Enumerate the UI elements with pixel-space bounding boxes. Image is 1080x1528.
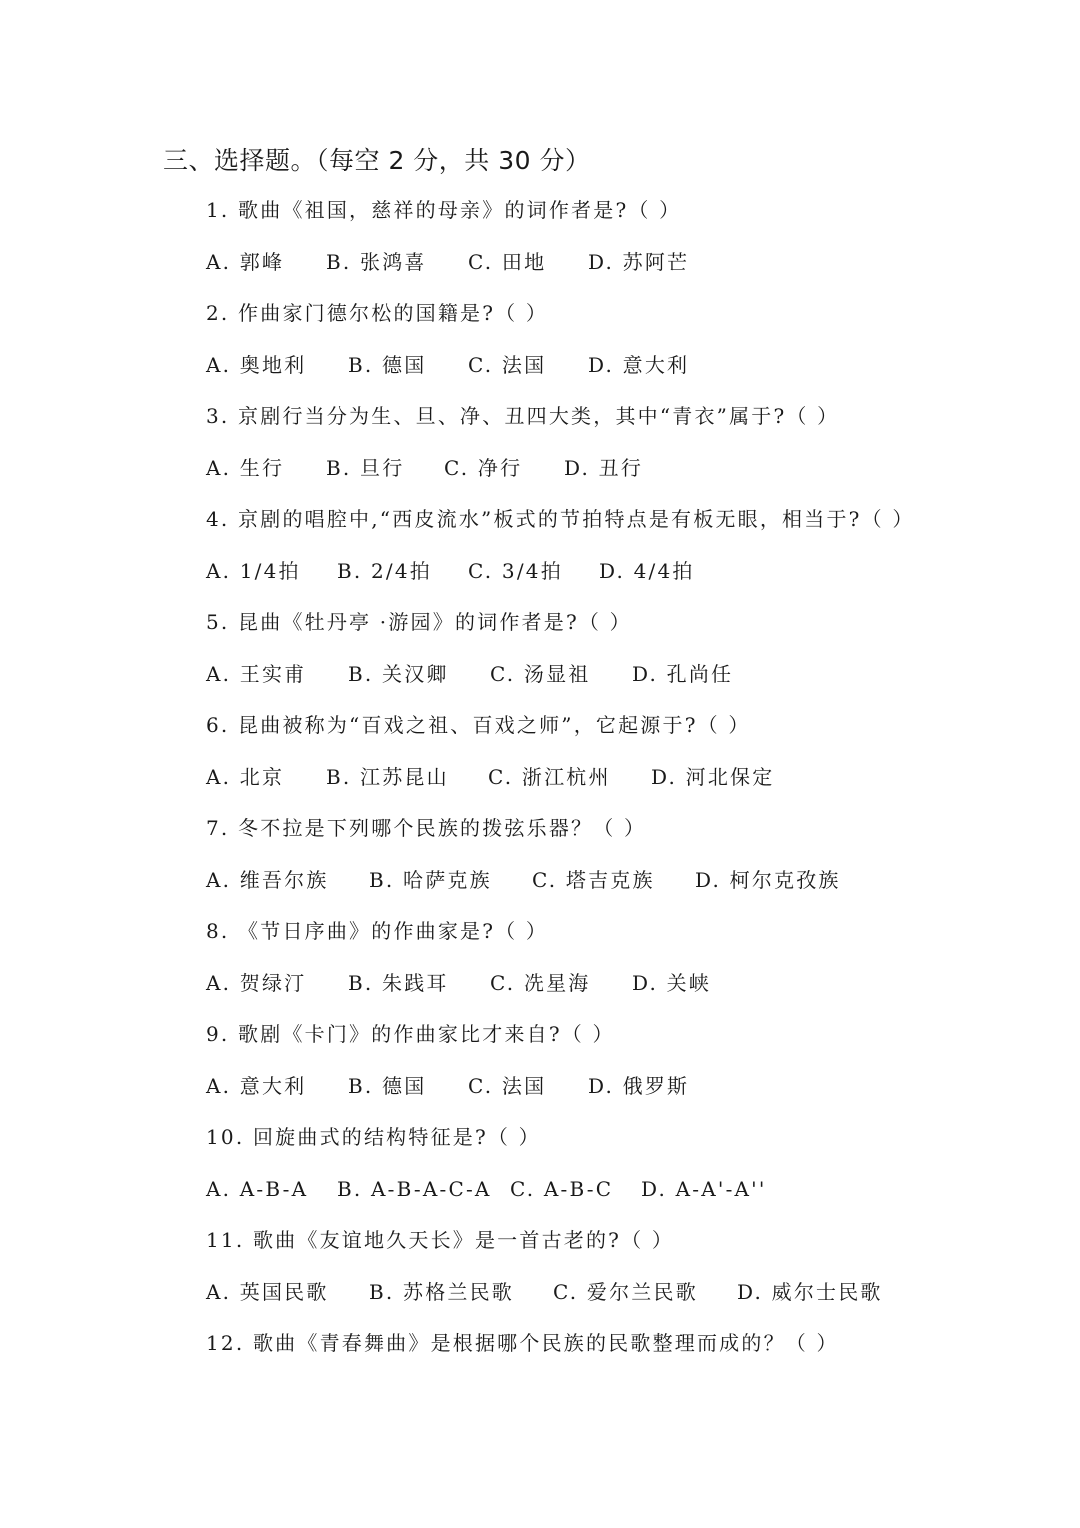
option-a: A. 奥地利 — [206, 353, 307, 377]
option-a: A. 英国民歌 — [206, 1280, 329, 1304]
question-1-stem: 1. 歌曲《祖国，慈祥的母亲》的词作者是?（ ） — [206, 198, 682, 222]
option-b: B. 关汉卿 — [348, 662, 449, 686]
option-c: C. 法国 — [468, 1074, 547, 1098]
option-b: B. 德国 — [348, 353, 427, 377]
option-a: A. 维吾尔族 — [206, 868, 329, 892]
question-6-stem: 6. 昆曲被称为“百戏之祖、百戏之师”，它起源于?（ ） — [206, 713, 751, 737]
question-2-options — [206, 351, 689, 379]
question-3-stem: 3. 京剧行当分为生、旦、净、丑四大类，其中“青衣”属于?（ ） — [206, 404, 840, 428]
option-d: D. 意大利 — [588, 353, 690, 377]
option-b: B. 江苏昆山 — [326, 765, 449, 789]
option-a: A. 意大利 — [206, 1074, 307, 1098]
option-d: D. 柯尔克孜族 — [695, 868, 841, 892]
option-b: B. 哈萨克族 — [369, 868, 492, 892]
option-a: A. 贺绿汀 — [206, 971, 307, 995]
question-4-stem: 4. 京剧的唱腔中,“西皮流水”板式的节拍特点是有板无眼，相当于?（ ） — [206, 507, 915, 531]
question-1-options — [206, 248, 689, 276]
option-a: A. 郭峰 — [206, 250, 285, 274]
option-b: B. 2/4拍 — [337, 559, 432, 583]
question-8-options — [206, 969, 711, 997]
option-b: B. 苏格兰民歌 — [369, 1280, 515, 1304]
option-d: D. 苏阿芒 — [588, 250, 690, 274]
question-7-stem: 7. 冬不拉是下列哪个民族的拨弦乐器？（ ） — [206, 816, 647, 840]
question-8-stem: 8. 《节日序曲》的作曲家是?（ ） — [206, 919, 549, 943]
question-5-options — [206, 660, 733, 688]
option-b: B. 旦行 — [326, 456, 405, 480]
option-c: C. 汤显祖 — [490, 662, 591, 686]
option-d: D. 河北保定 — [651, 765, 775, 789]
option-d: D. 4/4拍 — [599, 559, 695, 583]
option-b: B. A-B-A-C-A — [337, 1177, 492, 1201]
option-c: C. 塔吉克族 — [532, 868, 655, 892]
question-10-stem: 10. 回旋曲式的结构特征是?（ ） — [206, 1125, 541, 1149]
option-c: C. 浙江杭州 — [488, 765, 611, 789]
option-a: A. 1/4拍 — [206, 559, 301, 583]
option-c: C. 3/4拍 — [468, 559, 563, 583]
question-11-options — [206, 1278, 883, 1306]
option-c: C. 田地 — [468, 250, 547, 274]
question-2-stem: 2. 作曲家门德尔松的国籍是?（ ） — [206, 301, 549, 325]
option-b: B. 朱践耳 — [348, 971, 449, 995]
option-c: C. A-B-C — [510, 1177, 614, 1201]
option-d: D. 俄罗斯 — [588, 1074, 690, 1098]
option-c: C. 冼星海 — [490, 971, 591, 995]
question-9-stem: 9. 歌剧《卡门》的作曲家比才来自?（ ） — [206, 1022, 615, 1046]
option-a: A. 王实甫 — [206, 662, 307, 686]
section-title: 三、选择题。（每空 2 分，共 30 分） — [163, 146, 591, 175]
option-b: B. 德国 — [348, 1074, 427, 1098]
option-a: A. 生行 — [206, 456, 285, 480]
question-12-stem: 12. 歌曲《青春舞曲》是根据哪个民族的民歌整理而成的？（ ） — [206, 1331, 839, 1355]
option-a: A. A-B-A — [206, 1177, 309, 1201]
option-d: D. A-A'-A'' — [641, 1177, 767, 1201]
option-d: D. 丑行 — [564, 456, 644, 480]
option-c: C. 法国 — [468, 353, 547, 377]
question-5-stem: 5. 昆曲《牡丹亭 ·游园》的词作者是?（ ） — [206, 610, 632, 634]
question-11-stem: 11. 歌曲《友谊地久天长》是一首古老的?（ ） — [206, 1228, 675, 1252]
question-10-options — [206, 1175, 767, 1203]
option-c: C. 爱尔兰民歌 — [553, 1280, 698, 1304]
option-b: B. 张鸿喜 — [326, 250, 427, 274]
option-a: A. 北京 — [206, 765, 285, 789]
option-d: D. 威尔士民歌 — [737, 1280, 883, 1304]
question-6-options — [206, 763, 774, 791]
option-c: C. 净行 — [444, 456, 523, 480]
question-7-options — [206, 866, 841, 894]
question-3-options — [206, 454, 643, 482]
question-9-options — [206, 1072, 689, 1100]
option-d: D. 关峡 — [632, 971, 712, 995]
question-4-options — [206, 557, 695, 585]
option-d: D. 孔尚任 — [632, 662, 734, 686]
